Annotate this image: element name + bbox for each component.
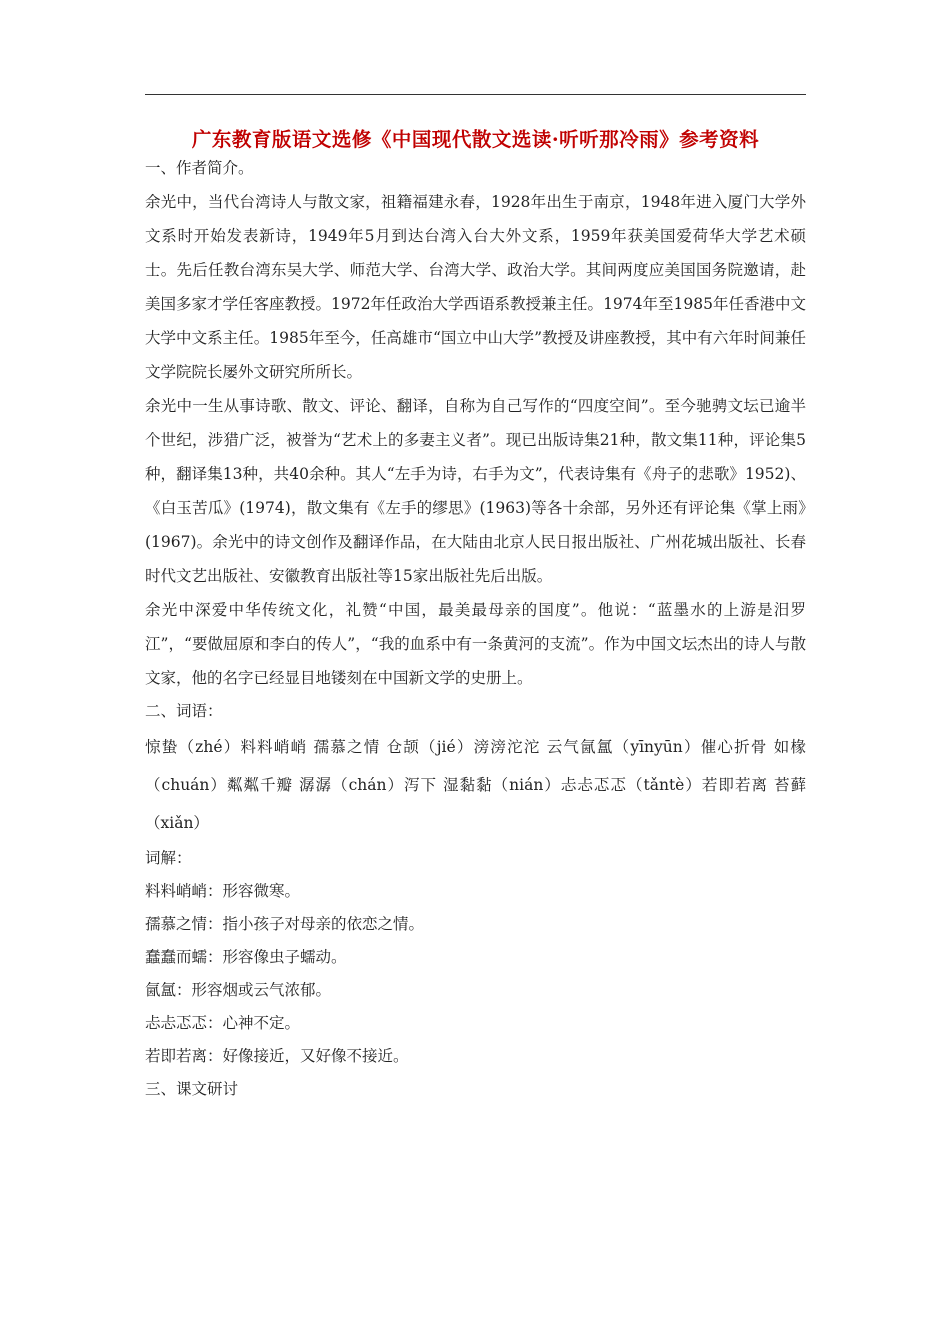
gloss-heading: 词解： xyxy=(145,849,192,867)
vocabulary-list: 惊蛰（zhé）料料峭峭 孺慕之情 仓颉（jié）滂滂沱沱 云气氤氲（yīnyūn）催心折骨 如椽（chuán）粼粼千瓣 潺潺（chán）泻下 湿黏黏（nián）忐忐忑忑（tǎntè）若即若离 苔藓（xiǎn） xyxy=(145,738,806,832)
gloss-item: 蠢蠢而蠕：形容像虫子蠕动。 xyxy=(145,948,347,966)
document-body xyxy=(145,152,806,1106)
gloss-item: 氤氲：形容烟或云气浓郁。 xyxy=(145,981,332,999)
gloss-item: 若即若离：好像接近，又好像不接近。 xyxy=(145,1047,409,1065)
gloss-item: 孺慕之情：指小孩子对母亲的依恋之情。 xyxy=(145,915,425,933)
gloss-item: 料料峭峭：形容微寒。 xyxy=(145,882,301,900)
section-heading-vocabulary: 二、词语： xyxy=(145,702,223,720)
header-rule xyxy=(145,94,806,95)
section-heading-discussion: 三、课文研讨 xyxy=(145,1080,239,1098)
section-heading-author: 一、作者简介。 xyxy=(145,159,254,177)
gloss-item: 忐忐忑忑：心神不定。 xyxy=(145,1014,301,1032)
author-paragraph-2: 余光中一生从事诗歌、散文、评论、翻译，自称为自己写作的“四度空间”。至今驰骋文坛已逾半个世纪，涉猎广泛，被誉为“艺术上的多妻主义者”。现已出版诗集21种，散文集11种，评论集5种，翻译集13种，共40余种。其人“左手为诗，右手为文”，代表诗集有《舟子的悲歌》1952)、《白玉苦瓜》(1974)，散文集有《左手的缪思》(1963)等各十余部，另外还有评论集《掌上雨》(1967)。余光中的诗文创作及翻译作品，在大陆由北京人民日报出版社、广州花城出版社、长春时代文艺出版社、安徽教育出版社等15家出版社先后出版。 xyxy=(145,397,806,585)
author-paragraph-1: 余光中，当代台湾诗人与散文家，祖籍福建永春，1928年出生于南京，1948年进入厦门大学外文系时开始发表新诗，1949年5月到达台湾入台大外文系，1959年获美国爱荷华大学艺术硕士。先后任教台湾东吴大学、师范大学、台湾大学、政治大学。其间两度应美国国务院邀请，赴美国多家才学任客座教授。1972年任政治大学西语系教授兼主任。1974年至1985年任香港中文大学中文系主任。1985年至今，任高雄市“国立中山大学”教授及讲座教授，其中有六年时间兼任文学院院长屡外文研究所所长。 xyxy=(145,193,806,381)
page-title: 广东教育版语文选修《中国现代散文选读·听听那冷雨》参考资料 xyxy=(191,128,760,151)
author-paragraph-3: 余光中深爱中华传统文化，礼赞“中国，最美最母亲的国度”。他说：“蓝墨水的上游是汨罗江”，“要做屈原和李白的传人”，“我的血系中有一条黄河的支流”。作为中国文坛杰出的诗人与散文家，他的名字已经显目地镂刻在中国新文学的史册上。 xyxy=(145,601,806,687)
